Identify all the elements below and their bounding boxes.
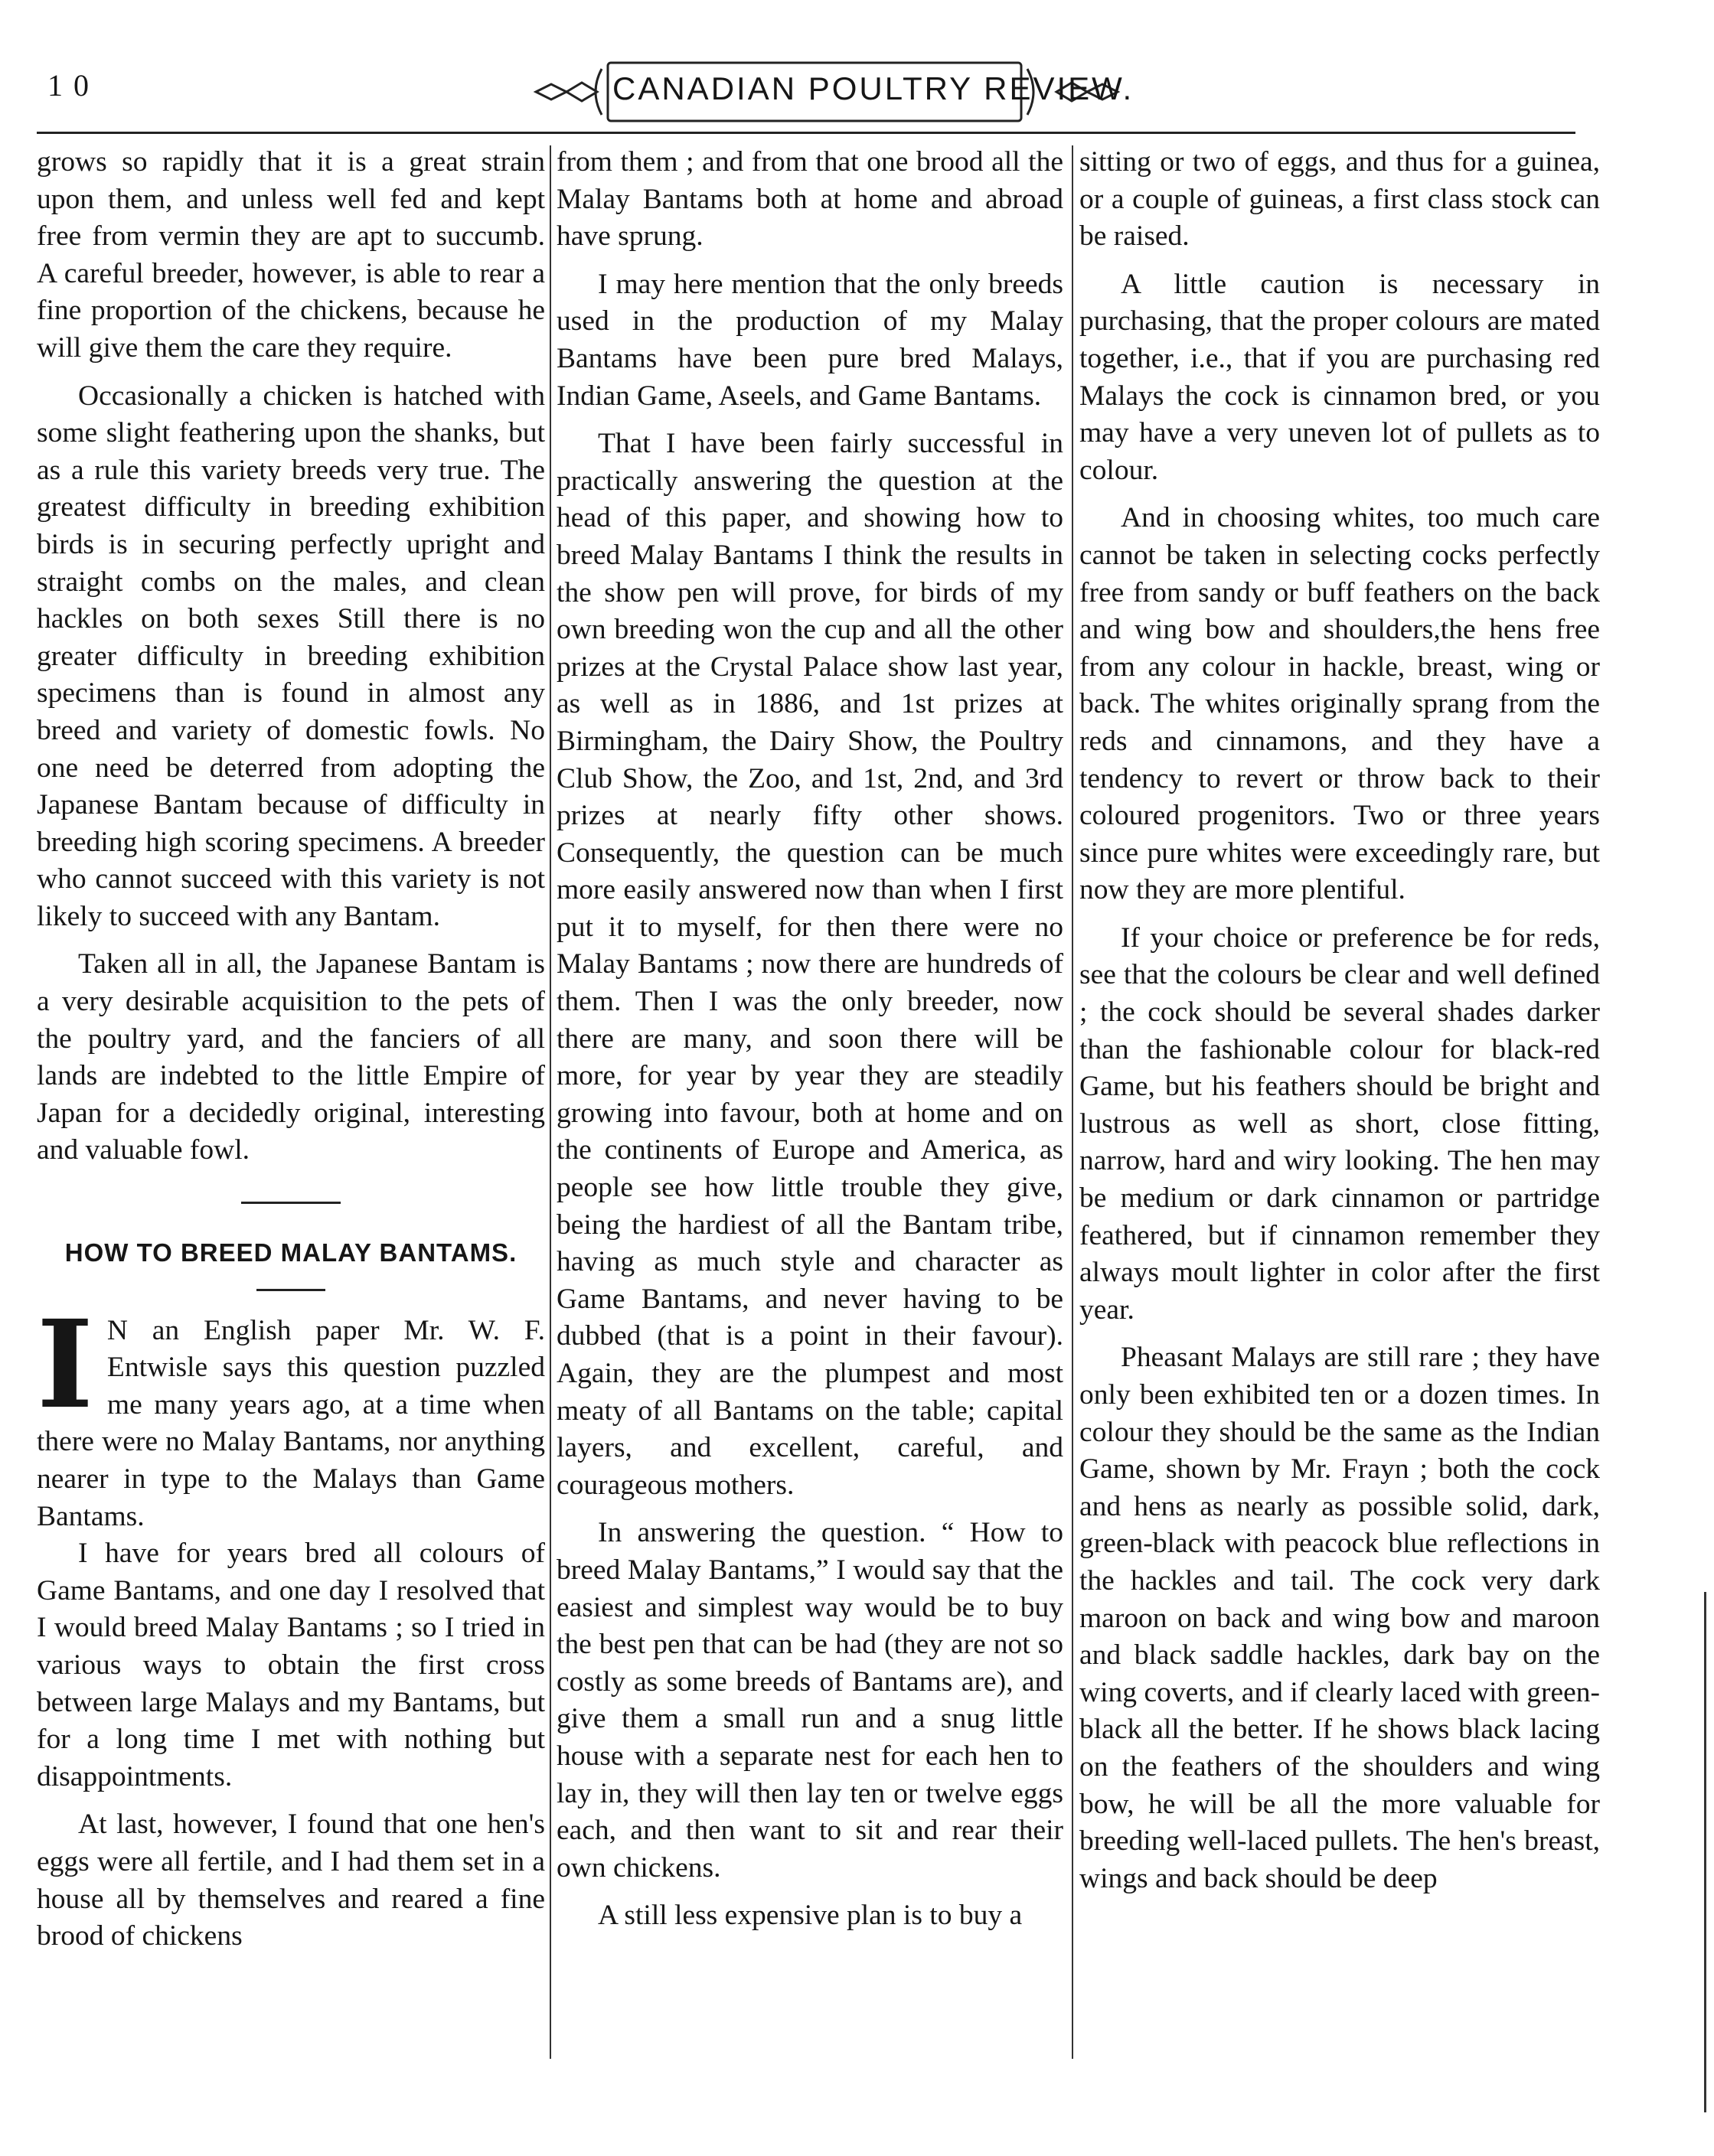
column-divider [550, 145, 551, 2059]
paragraph: Pheasant Malays are still rare ; they have only been exhibited ten or a dozen times. In colour they should be the same as the Indian Game, shown by Mr. Frayn ; both the cock and hens as nearly as possible solid, dark, green-black with peacock blue reflections in the hackles and tail. The cock very dark maroon on back and wing bow and maroon and black saddle hackles, dark bay on the wing coverts, and if clearly laced with green-black all the better. If he shows black lacing on the feathers of the shoulders and wing bow, he will be all the more valuable for breeding well-laced pullets. The hen's breast, wings and back should be deep [1079, 1342, 1600, 1894]
paragraph: In answering the question. “ How to breed Malay Bantams,” I would say that the easiest and simplest way would be to buy the best pen that can be had (they are not so costly as some breeds of Bantams are), and give them a small run and a snug little house with a separate nest for each hen to lay in, they will then lay ten or twelve eggs each, and then want to sit and rear their own chickens. [557, 1517, 1063, 1884]
paragraph: from them ; and from that one brood all the Malay Bantams both at home and abroad have sprung. [557, 146, 1063, 253]
paragraph: grows so rapidly that it is a great strain upon them, and unless well fed and kept free from vermin they are apt to succumb. A careful breeder, however, is able to rear a fine proportion of the chickens, because he will give them the care they require. [37, 146, 545, 364]
section-title: HOW TO BREED MALAY BANTAMS. [64, 1238, 517, 1267]
masthead [528, 54, 1135, 130]
paragraph: A little caution is necessary in purchasing, that the proper colours are mated together, i.e., that if you are purchasing red Malays the cock is cinnamon bred, or you may have a very uneven lot of pullets as to colour. [1079, 268, 1600, 486]
page-edge [1704, 1592, 1706, 2112]
paragraph: Taken all in all, the Japanese Bantam is a very desirable acquisition to the pets of the poultry yard, and the fanciers of all lands are indebted to the little Empire of Japan for a decidedly original, interesting and valuable fowl. [37, 948, 545, 1166]
column-1 [37, 144, 545, 1955]
header-rule [37, 132, 1575, 134]
paragraph: N an English paper Mr. W. F. Entwisle says this question puzzled me many years ago, at a time when there were no Malay Bantams, nor anything nearer in type to the Malays than Game Bantams. [37, 1314, 545, 1532]
paragraph: At last, however, I found that one hen's eggs were all fertile, and I had them set in a house all by themselves and reared a fine brood of chickens [37, 1809, 545, 1952]
paragraph: Occasionally a chicken is hatched with some slight feathering upon the shanks, but as a rule this variety breeds very true. The greatest difficulty in breeding exhibition birds is in securing perfectly upright and straight combs on the males, and clean hackles on both sexes Still there is no greater difficulty in breeding exhibition specimens than is found in almost any breed and variety of domestic fowls. No one need be deterred from adopting the Japanese Bantam because of difficulty in breeding high scoring specimens. A breeder who cannot succeed with this variety is not likely to succeed with any Bantam. [37, 380, 545, 932]
page-number: 10 [47, 68, 100, 103]
masthead-title: CANADIAN POULTRY REVIEW. [612, 70, 1135, 106]
section-rule [256, 1289, 325, 1291]
section-rule [241, 1202, 341, 1204]
column-divider [1072, 145, 1073, 2059]
drop-cap: I [37, 1293, 93, 1436]
paragraph: A still less expensive plan is to buy a [598, 1900, 1023, 1932]
column-2 [557, 144, 1063, 1935]
paragraph: That I have been fairly successful in practically answering the question at the head of this paper, and showing how to breed Malay Bantams I think the results in the show pen will prove, for birds of my own breeding won the cup and all the other prizes at the Crystal Palace show last year, as well as in 1886, and 1st prizes at Birmingham, the Dairy Show, the Poultry Club Show, the Zoo, and 1st, 2nd, and 3rd prizes at nearly fifty other shows. Consequently, the question can be much more easily answered now than when I first put it to myself, for then there were no Malay Bantams ; now there are hundreds of them. Then I was the only breeder, now there are many, and soon there will be more, for year by year they are steadily growing into favour, both at home and on the continents of Europe and America, as people see how little trouble they give, being the hardiest of all the Bantam tribe, having as much style and character as Game Bantams, and never having to be dubbed (that is a point in their favour). Again, they are the plumpest and most meaty of all Bantams on the table; capital layers, and excellent, careful, and courageous mothers. [557, 428, 1063, 1501]
paragraph: I may here mention that the only breeds used in the production of my Malay Bantams have been pure bred Malays, Indian Game, Aseels, and Game Bantams. [557, 268, 1063, 412]
paragraph: sitting or two of eggs, and thus for a guinea, or a couple of guineas, a first class stock can be raised. [1079, 146, 1600, 253]
paragraph: I have for years bred all colours of Game Bantams, and one day I resolved that I would breed Malay Bantams ; so I tried in various ways to obtain the first cross between large Malays and my Bantams, but for a long time I met with nothing but disappointments. [37, 1538, 545, 1792]
paragraph: If your choice or preference be for reds, see that the colours be clear and well defined ; the cock should be several shades darker than the fashionable colour for black-red Game, but his feathers should be bright and lustrous as well as short, close fitting, narrow, hard and wiry looking. The hen may be medium or dark cinnamon or partridge feathered, but if cinnamon remember they always moult lighter in color after the first year. [1079, 921, 1600, 1326]
paragraph: And in choosing whites, too much care cannot be taken in selecting cocks perfectly free from sandy or buff feathers on the back and wing bow and shoulders,the hens free from any colour in hackle, breast, wing or back. The whites originally sprang from the reds and cinnamons, and they have a tendency to revert or throw back to their coloured progenitors. Two or three years since pure whites were exceedingly rare, but now they are more plentiful. [1079, 502, 1600, 906]
column-3 [1079, 144, 1600, 1897]
